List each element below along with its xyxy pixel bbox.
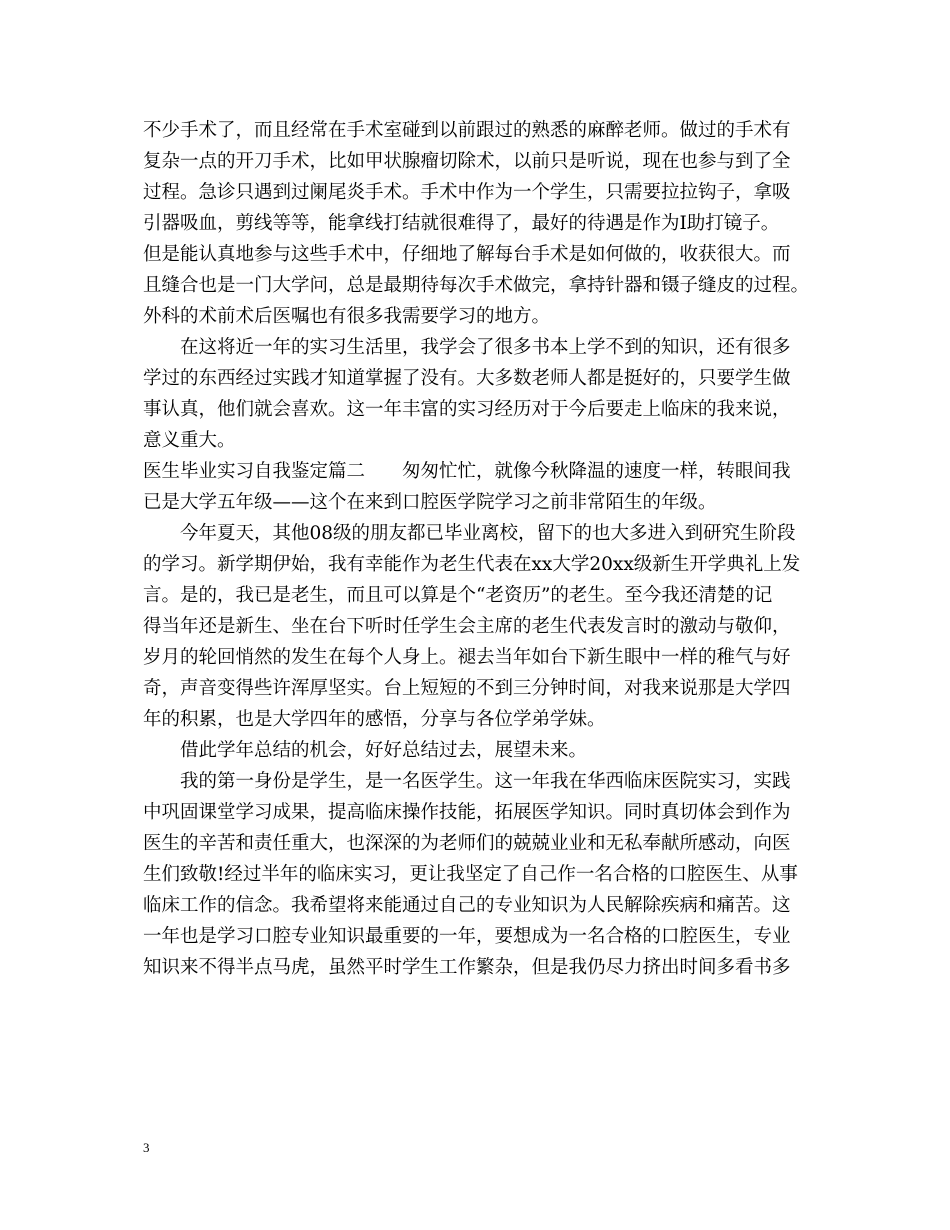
text-line: 知识来不得半点马虎，虽然平时学生工作繁杂，但是我仍尽力挤出时间多看书多 xyxy=(143,957,791,978)
text-line: 言。是的，我已是老生，而且可以算是个“老资历”的老生。至今我还清楚的记 xyxy=(143,585,773,606)
text-line: 医生毕业实习自我鉴定篇二 匆匆忙忙，就像今秋降温的速度一样，转眼间我 xyxy=(143,461,791,482)
text-line: 医生的辛苦和责任重大，也深深的为老师们的兢兢业业和无私奉献所感动，向医 xyxy=(143,833,791,854)
text-line: 事认真，他们就会喜欢。这一年丰富的实习经历对于今后要走上临床的我来说， xyxy=(143,399,791,420)
text-line: 已是大学五年级——这个在来到口腔医学院学习之前非常陌生的年级。 xyxy=(143,492,717,513)
document-body xyxy=(143,115,819,983)
text-line: 复杂一点的开刀手术，比如甲状腺瘤切除术，以前只是听说，现在也参与到了全 xyxy=(143,151,791,172)
text-line: 学过的东西经过实践才知道掌握了没有。大多数老师人都是挺好的，只要学生做 xyxy=(143,368,791,389)
text-line: 意义重大。 xyxy=(143,430,236,451)
text-line: 得当年还是新生、坐在台下听时任学生会主席的老生代表发言时的激动与敬仰， xyxy=(143,616,791,637)
text-line: 不少手术了，而且经常在手术室碰到以前跟过的熟悉的麻醉老师。做过的手术有 xyxy=(143,120,791,141)
text-line: 临床工作的信念。我希望将来能通过自己的专业知识为人民解除疾病和痛苦。这 xyxy=(143,895,791,916)
text-line: 在这将近一年的实习生活里，我学会了很多书本上学不到的知识，还有很多 xyxy=(180,337,791,358)
text-line: 年的积累，也是大学四年的感悟，分享与各位学弟学妹。 xyxy=(143,709,606,730)
text-line: 一年也是学习口腔专业知识最重要的一年，要想成为一名合格的口腔医生，专业 xyxy=(143,926,791,947)
text-line: 我的第一身份是学生，是一名医学生。这一年我在华西临床医院实习，实践 xyxy=(180,771,791,792)
text-line: 借此学年总结的机会，好好总结过去，展望未来。 xyxy=(180,740,588,761)
text-line: 但是能认真地参与这些手术中，仔细地了解每台手术是如何做的，收获很大。而 xyxy=(143,244,791,265)
text-line: 且缝合也是一门大学问，总是最期待每次手术做完，拿持针器和镊子缝皮的过程。 xyxy=(143,275,810,296)
page-number: 3 xyxy=(143,1140,150,1155)
text-line: 引器吸血，剪线等等，能拿线打结就很难得了，最好的待遇是作为Ⅰ助打镜子。 xyxy=(143,213,780,234)
text-line: 今年夏天，其他08级的朋友都已毕业离校，留下的也大多进入到研究生阶段 xyxy=(180,523,796,544)
text-line: 外科的术前术后医嘱也有很多我需要学习的地方。 xyxy=(143,306,551,327)
text-line: 中巩固课堂学习成果，提高临床操作技能，拓展医学知识。同时真切体会到作为 xyxy=(143,802,791,823)
text-line: 生们致敬!经过半年的临床实习，更让我坚定了自己作一名合格的口腔医生、从事 xyxy=(143,864,798,885)
text-line: 的学习。新学期伊始，我有幸能作为老生代表在xx大学20xx级新生开学典礼上发 xyxy=(143,554,801,575)
text-line: 过程。急诊只遇到过阑尾炎手术。手术中作为一个学生，只需要拉拉钩子，拿吸 xyxy=(143,182,791,203)
text-line: 奇，声音变得些许浑厚坚实。台上短短的不到三分钟时间，对我来说那是大学四 xyxy=(143,678,791,699)
text-line: 岁月的轮回悄然的发生在每个人身上。褪去当年如台下新生眼中一样的稚气与好 xyxy=(143,647,791,668)
